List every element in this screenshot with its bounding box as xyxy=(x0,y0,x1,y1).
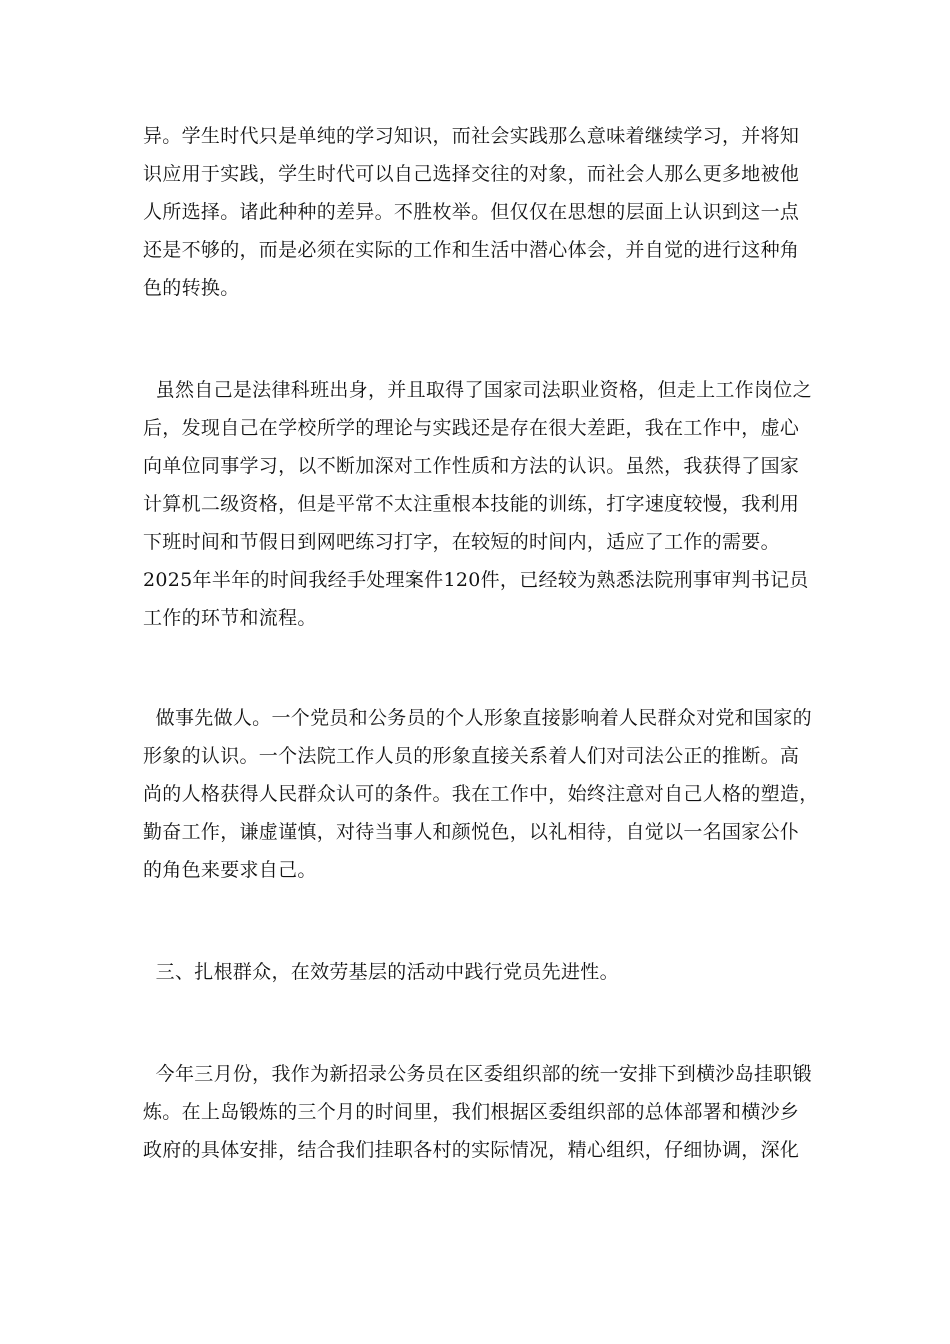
text-line: 的角色来要求自己。 xyxy=(143,859,317,881)
text-line: 2025年半年的时间我经手处理案件120件，已经较为熟悉法院刑事审判书记员 xyxy=(143,569,809,591)
text-line: 炼。在上岛锻炼的三个月的时间里，我们根据区委组织部的总体部署和横沙乡 xyxy=(143,1101,800,1123)
text-line: 向单位同事学习，以不断加深对工作性质和方法的认识。虽然，我获得了国家 xyxy=(143,455,800,477)
text-line: 异。学生时代只是单纯的学习知识，而社会实践那么意味着继续学习，并将知 xyxy=(143,125,800,147)
text-line: 后，发现自己在学校所学的理论与实践还是存在很大差距，我在工作中，虚心 xyxy=(143,417,800,439)
paragraph-personal-conduct xyxy=(143,699,819,889)
text-line: 虽然自己是法律科班出身，并且取得了国家司法职业资格，但走上工作岗位之 xyxy=(143,379,812,401)
section-heading xyxy=(143,953,807,991)
text-line: 下班时间和节假日到网吧练习打字，在较短的时间内，适应了工作的需要。 xyxy=(143,531,780,553)
text-line: 工作的环节和流程。 xyxy=(143,607,317,629)
text-line: 色的转换。 xyxy=(143,277,240,299)
text-line: 尚的人格获得人民群众认可的条件。我在工作中，始终注意对自己人格的塑造， xyxy=(143,783,819,805)
text-line: 人所选择。诸此种种的差异。不胜枚举。但仅仅在思想的层面上认识到这一点 xyxy=(143,201,800,223)
text-line: 计算机二级资格，但是平常不太注重根本技能的训练，打字速度较慢，我利用 xyxy=(143,493,800,515)
text-line: 还是不够的，而是必须在实际的工作和生活中潜心体会，并自觉的进行这种角 xyxy=(143,239,800,261)
text-line: 识应用于实践，学生时代可以自己选择交往的对象，而社会人那么更多地被他 xyxy=(143,163,800,185)
text-line: 勤奋工作，谦虚谨慎，对待当事人和颜悦色，以礼相待，自觉以一名国家公仆 xyxy=(143,821,800,843)
text-line: 政府的具体安排，结合我们挂职各村的实际情况，精心组织，仔细协调，深化 xyxy=(143,1139,800,1161)
text-line: 做事先做人。一个党员和公务员的个人形象直接影响着人民群众对党和国家的 xyxy=(143,707,812,729)
text-line: 形象的认识。一个法院工作人员的形象直接关系着人们对司法公正的推断。高 xyxy=(143,745,800,767)
text-line: 三、扎根群众，在效劳基层的活动中践行党员先进性。 xyxy=(143,961,619,983)
paragraph-grassroots-service xyxy=(143,1055,812,1169)
paragraph-role-transition xyxy=(143,117,807,307)
text-line: 今年三月份，我作为新招录公务员在区委组织部的统一安排下到横沙岛挂职锻 xyxy=(143,1063,812,1085)
paragraph-work-learning xyxy=(143,371,812,637)
